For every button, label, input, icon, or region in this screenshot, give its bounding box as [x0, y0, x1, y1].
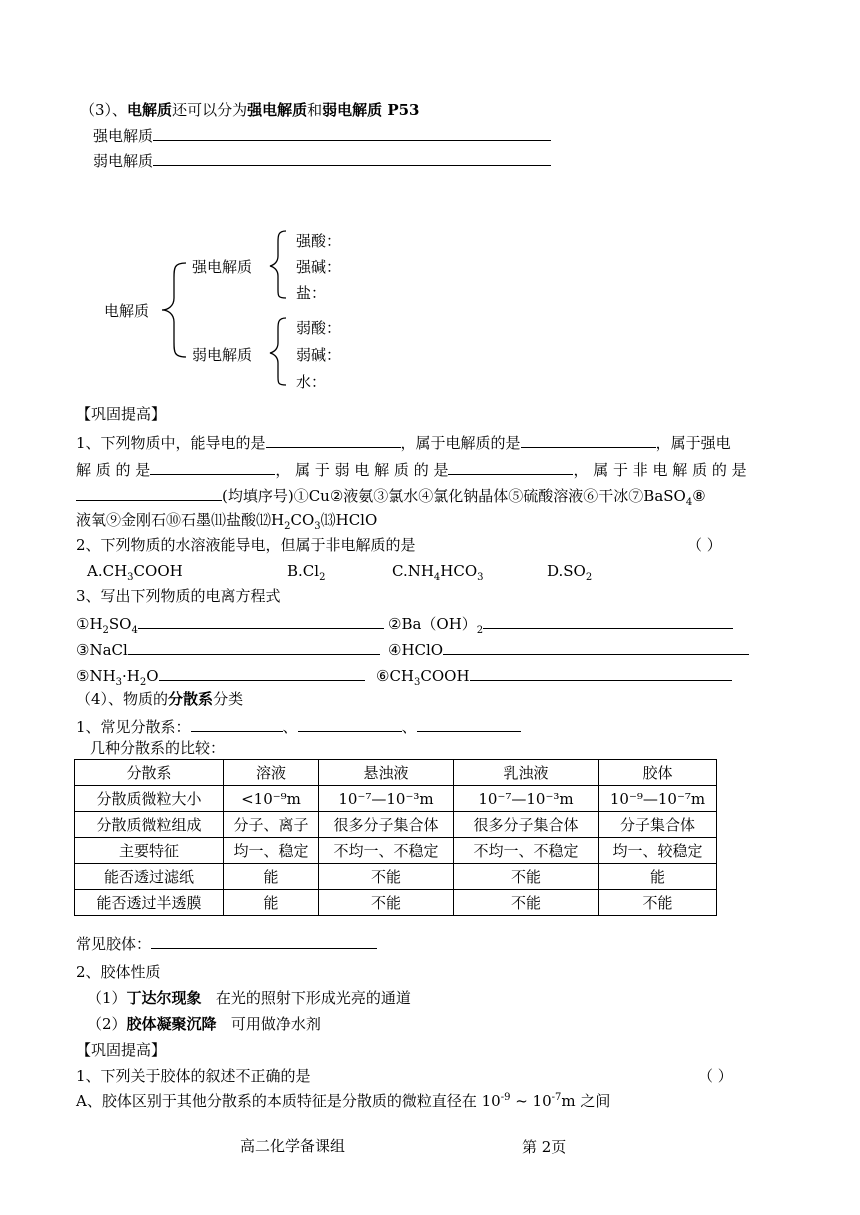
colloid-properties: 2、胶体性质 [76, 963, 161, 981]
answer-blank[interactable] [159, 664, 365, 681]
table-cell: 10⁻⁷—10⁻³m [454, 786, 599, 812]
table-cell: 不能 [599, 890, 717, 916]
answer-blank[interactable] [138, 612, 384, 629]
footer-page-number: 第 2页 [522, 1138, 567, 1156]
eq3: ③NaCl [76, 638, 380, 660]
colloid-q1: 1、下列关于胶体的叙述不正确的是 [76, 1067, 311, 1085]
tree-root: 电解质 [104, 302, 150, 320]
q1-line2: 解 质 的 是 ， 属 于 弱 电 解 质 的 是 ， 属 于 非 电 解 质 的 是 [76, 458, 747, 480]
table-row [75, 864, 717, 890]
tree-weak-acid: 弱酸： [296, 319, 342, 337]
answer-blank[interactable] [483, 612, 733, 629]
table-row [75, 786, 717, 812]
table-cell: 均一、较稳定 [599, 838, 717, 864]
table-cell: 很多分子集合体 [319, 812, 454, 838]
answer-blank[interactable] [521, 431, 656, 448]
q1-line3: (均填序号)①Cu②液氨③氯水④氯化钠晶体⑤硫酸溶液⑥干冰⑦BaSO$_4$⑧ [76, 484, 706, 506]
tree-water: 水： [296, 373, 327, 391]
eq6: $⑥CH_3COOH$ [376, 664, 732, 686]
tree-weak-base: 弱碱： [296, 346, 342, 364]
answer-blank[interactable] [298, 715, 402, 732]
table-cell: 分散质微粒大小 [75, 786, 224, 812]
q1-line4: 液氧⑨金刚石⑩石墨⑾盐酸$⑿H_2CO_3⒀HClO$ [76, 511, 378, 532]
table-cell: 很多分子集合体 [454, 812, 599, 838]
answer-blank[interactable] [266, 431, 401, 448]
answer-blank[interactable] [448, 458, 573, 475]
tree-strong-acid: 强酸： [296, 232, 342, 250]
q2-option-c[interactable]: $C.NH_4HCO_3$ [392, 562, 484, 583]
table-header-cell: 分散系 [75, 760, 224, 786]
table-cell: 主要特征 [75, 838, 224, 864]
tree-weak: 弱电解质 [192, 346, 253, 364]
table-cell: 不能 [319, 890, 454, 916]
table-cell: 不能 [454, 864, 599, 890]
answer-blank[interactable] [470, 664, 732, 681]
table-cell: 能否透过滤纸 [75, 864, 224, 890]
colloid-q1-paren[interactable]: （ ） [698, 1067, 733, 1085]
table-cell: 10⁻⁹—10⁻⁷m [599, 786, 717, 812]
strong-electrolyte-line: 强电解质 [93, 124, 551, 146]
compare-label: 几种分散系的比较： [90, 739, 226, 757]
eq2: $②Ba(OH)_2$ [388, 612, 733, 634]
table-cell: 能否透过半透膜 [75, 890, 224, 916]
dispersion-comparison-table [74, 759, 717, 916]
table-header-row [75, 760, 717, 786]
table-row [75, 812, 717, 838]
table-header-cell: 溶液 [224, 760, 319, 786]
answer-blank[interactable] [443, 638, 749, 655]
common-dispersions: 1、常见分散系： 、 、 [76, 715, 521, 737]
table-row [75, 890, 717, 916]
table-cell: 10⁻⁷—10⁻³m [319, 786, 454, 812]
colloid-q1-option-a[interactable]: A、胶体区别于其他分散系的本质特征是分散质的微粒直径在 $10^{-9}$ ~ $10^{-7}m$ 之间 [76, 1092, 611, 1110]
footer-group: 高二化学备课组 [240, 1137, 346, 1155]
answer-blank[interactable] [128, 638, 380, 655]
tree-strong-base: 强碱： [296, 258, 342, 276]
answer-blank[interactable] [417, 715, 521, 732]
table-cell: 不能 [319, 864, 454, 890]
table-cell: <10⁻⁹m [224, 786, 319, 812]
table-cell: 能 [599, 864, 717, 890]
q2-answer-paren[interactable]: （ ） [687, 536, 722, 554]
q2: 2、下列物质的水溶液能导电，但属于非电解质的是 [76, 536, 416, 554]
eq5: $⑤NH_3\cdot H_2O$ [76, 664, 365, 686]
answer-blank[interactable] [151, 932, 377, 949]
q2-option-a[interactable]: $A.CH_3COOH$ [87, 562, 183, 583]
table-header-cell: 胶体 [599, 760, 717, 786]
table-cell: 能 [224, 890, 319, 916]
table-cell: 不均一、不稳定 [454, 838, 599, 864]
table-cell: 不能 [454, 890, 599, 916]
table-cell: 不均一、不稳定 [319, 838, 454, 864]
q2-option-b[interactable]: $B.Cl_2$ [287, 562, 326, 583]
table-header-cell: 悬浊液 [319, 760, 454, 786]
weak-electrolyte-line: 弱电解质 [93, 149, 551, 171]
consolidate-title: 【巩固提高】 [76, 405, 167, 423]
answer-blank[interactable] [76, 484, 222, 501]
sec4-heading: （4）、物质的分散系分类 [76, 690, 244, 708]
eq1: $①H_2SO_4$ [76, 612, 384, 634]
answer-blank[interactable] [191, 715, 283, 732]
eq4: ④HClO [388, 638, 749, 660]
consolidate-title-2: 【巩固提高】 [76, 1041, 167, 1059]
q1-line1: 1、下列物质中，能导电的是 ，属于电解质的是 ，属于强电 [76, 431, 731, 453]
answer-blank[interactable] [150, 458, 275, 475]
table-cell: 能 [224, 864, 319, 890]
common-colloids: 常见胶体： [76, 932, 377, 954]
table-header-cell: 乳浊液 [454, 760, 599, 786]
table-cell: 分散质微粒组成 [75, 812, 224, 838]
table-row [75, 838, 717, 864]
table-cell: 分子、离子 [224, 812, 319, 838]
tyndall-effect: （1）丁达尔现象 在光的照射下形成光亮的通道 [87, 989, 411, 1007]
q3: 3、写出下列物质的电离方程式 [76, 587, 281, 605]
tree-salt: 盐： [296, 284, 327, 302]
tree-strong: 强电解质 [192, 258, 253, 276]
table-cell: 分子集合体 [599, 812, 717, 838]
table-cell: 均一、稳定 [224, 838, 319, 864]
coagulation: （2）胶体凝聚沉降 可用做净水剂 [87, 1015, 321, 1033]
q2-option-d[interactable]: $D.SO_2$ [547, 562, 593, 583]
sec3-heading: （3）、电解质还可以分为强电解质和弱电解质 P53 [80, 101, 420, 119]
